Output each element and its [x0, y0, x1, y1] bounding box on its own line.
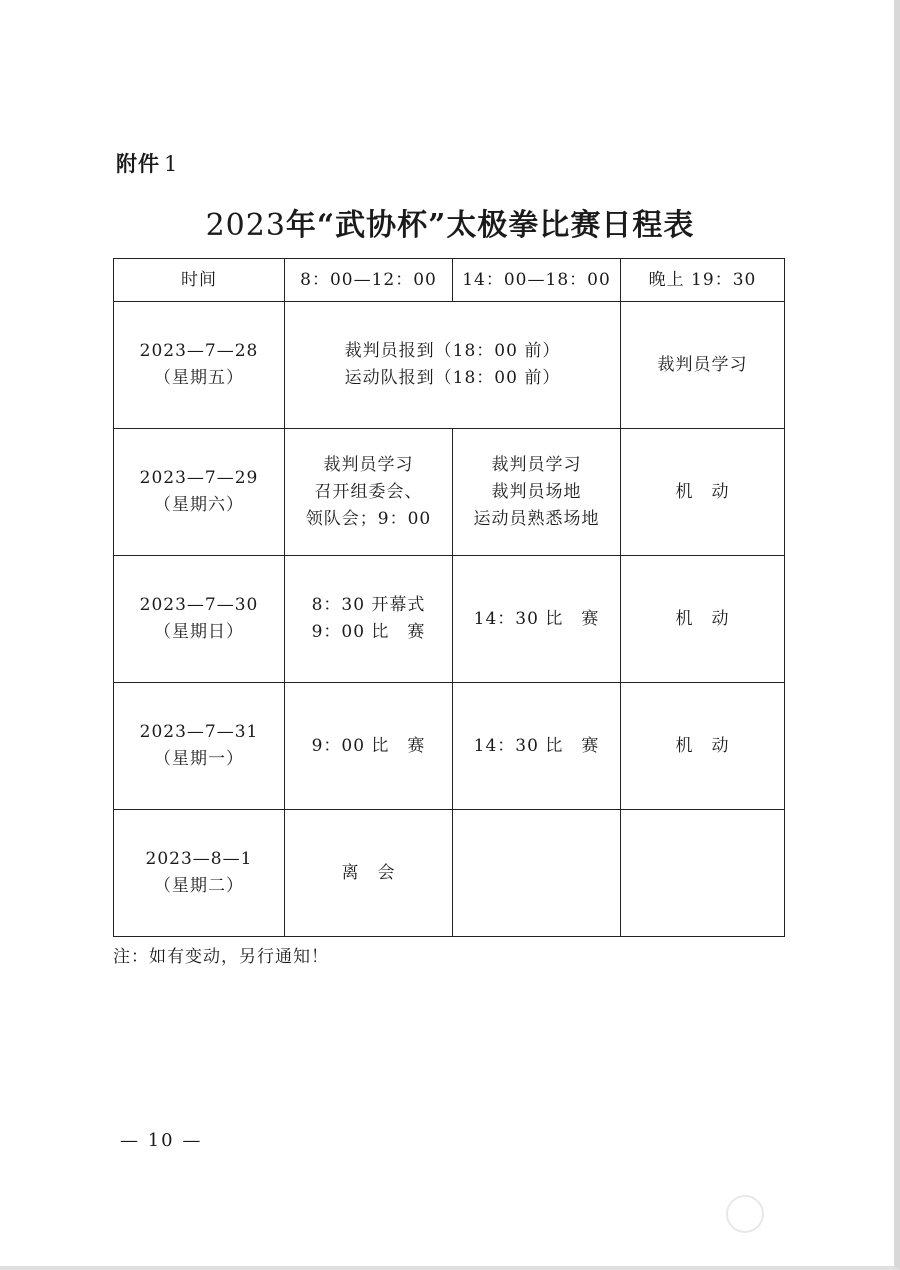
table-row	[114, 302, 785, 429]
date-cell	[114, 302, 285, 429]
morning-cell	[285, 810, 453, 937]
afternoon-text: 14：30 比 赛	[473, 735, 600, 756]
header-time: 时间	[114, 259, 285, 302]
date-cell	[114, 810, 285, 937]
evening-text: 机 动	[675, 735, 730, 756]
date-cell	[114, 556, 285, 683]
table-row	[114, 683, 785, 810]
page-number: — 10 —	[120, 1130, 203, 1151]
table-row	[114, 556, 785, 683]
evening-text: 机 动	[675, 608, 730, 629]
evening-cell	[621, 683, 785, 810]
morning-cell	[285, 683, 453, 810]
evening-text: 机 动	[675, 481, 730, 502]
date-text: 2023—8—1 （星期二）	[145, 849, 253, 896]
merged-day-text: 裁判员报到（18：00 前） 运动队报到（18：00 前）	[344, 341, 561, 388]
afternoon-cell	[453, 556, 621, 683]
date-text: 2023—7—29 （星期六）	[139, 468, 259, 515]
table-row	[114, 810, 785, 937]
evening-text: 裁判员学习	[657, 354, 748, 375]
morning-cell	[285, 429, 453, 556]
date-cell	[114, 683, 285, 810]
schedule-table	[113, 258, 785, 937]
evening-cell	[621, 810, 785, 937]
header-morning: 8：00—12：00	[285, 259, 453, 302]
date-text: 2023—7—28 （星期五）	[139, 341, 259, 388]
merged-day-cell	[285, 302, 621, 429]
attachment-text: 附件	[116, 152, 160, 176]
afternoon-cell	[453, 429, 621, 556]
morning-cell	[285, 556, 453, 683]
header-afternoon: 14：00—18：00	[453, 259, 621, 302]
afternoon-cell	[453, 810, 621, 937]
table-row	[114, 429, 785, 556]
afternoon-text: 裁判员学习 裁判员场地 运动员熟悉场地	[473, 454, 600, 529]
morning-text: 9：00 比 赛	[311, 735, 426, 756]
title-text: 年“武协杯”太极拳比赛日程表	[285, 208, 695, 243]
evening-cell	[621, 302, 785, 429]
evening-cell	[621, 429, 785, 556]
attachment-number: 1	[164, 152, 179, 176]
table-header-row	[114, 259, 785, 302]
date-text: 2023—7—31 （星期一）	[139, 722, 259, 769]
watermark-logo-icon	[726, 1195, 764, 1233]
title-year: 2023	[205, 208, 286, 243]
morning-text: 裁判员学习 召开组委会、 领队会；9：00	[305, 454, 432, 529]
header-evening: 晚上 19：30	[621, 259, 785, 302]
morning-text: 8：30 开幕式 9：00 比 赛	[311, 595, 426, 642]
evening-cell	[621, 556, 785, 683]
afternoon-text: 14：30 比 赛	[473, 608, 600, 629]
document-title	[0, 200, 900, 244]
date-cell	[114, 429, 285, 556]
date-text: 2023—7—30 （星期日）	[139, 595, 259, 642]
afternoon-cell	[453, 683, 621, 810]
attachment-label	[116, 148, 178, 178]
morning-text: 离 会	[341, 862, 396, 883]
footnote: 注：如有变动，另行通知！	[113, 947, 329, 967]
